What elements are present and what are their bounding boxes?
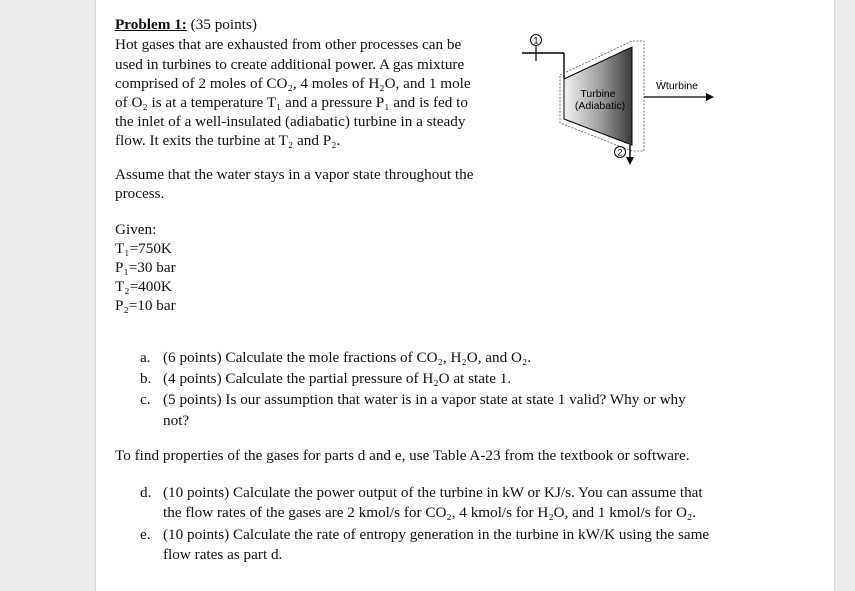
given-label: Given: [115, 221, 157, 238]
assumption-line: Assume that the water stays in a vapor state throughout the [115, 166, 474, 183]
part-c-text: not? [163, 412, 190, 429]
part-d-text: the flow rates of the gases are 2 kmol/s for CO₂, 4 kmol/s for H₂O, and 1 kmol/s for O₂. [163, 504, 697, 521]
part-e-text: flow rates as part d. [163, 546, 283, 563]
intro-line: used in turbines to create additional power. A gas mixture [115, 56, 465, 73]
part-e-text: (10 points) Calculate the rate of entropy generation in the turbine in kW/K using the same [163, 526, 710, 543]
intro-line: flow. It exits the turbine at T₂ and P₂. [115, 132, 341, 149]
part-letter: c. [140, 391, 151, 408]
intro-line: Hot gases that are exhausted from other processes can be [115, 36, 462, 53]
part-b-text: (4 points) Calculate the partial pressure of H₂O at state 1. [163, 370, 512, 387]
given-item: T₁=750K [115, 240, 172, 257]
intro-line: of O₂ is at a temperature T₁ and a pressure P₁ and is fed to [115, 94, 468, 111]
part-c-text: (5 points) Is our assumption that water is in a vapor state at state 1 valid? Why or why [163, 391, 686, 408]
work-arrow-head [706, 93, 714, 101]
state-1-label: 1 [533, 35, 539, 46]
problem-title: Problem 1: [115, 16, 187, 33]
part-letter: b. [140, 370, 152, 387]
turbine-diagram [520, 27, 720, 167]
intro-line: comprised of 2 moles of CO₂, 4 moles of H₂O, and 1 mole [115, 75, 471, 92]
problem-header [115, 15, 257, 35]
given-item: P₂=10 bar [115, 297, 176, 314]
intro-line: the inlet of a well-insulated (adiabatic) turbine in a steady [115, 113, 466, 130]
work-label: Ẇturbine [656, 80, 699, 92]
part-d-text: (10 points) Calculate the power output of the turbine in kW or KJ/s. You can assume that [163, 484, 703, 501]
given-item: T₂=400K [115, 278, 172, 295]
outlet-arrow-head [626, 157, 634, 165]
problem-points: (35 points) [186, 16, 257, 33]
given-item: P₁=30 bar [115, 259, 176, 276]
properties-note: To find properties of the gases for parts d and e, use Table A-23 from the textbook or software. [115, 447, 690, 464]
part-letter: d. [140, 484, 152, 501]
part-a-text: (6 points) Calculate the mole fractions of CO₂, H₂O, and O₂. [163, 349, 532, 366]
turbine-sublabel: (Adiabatic) [574, 100, 626, 112]
state-2-label: 2 [617, 147, 623, 158]
part-letter: a. [140, 349, 151, 366]
turbine-label: Turbine [580, 88, 616, 100]
part-letter: e. [140, 526, 151, 543]
assumption-line: process. [115, 185, 165, 202]
